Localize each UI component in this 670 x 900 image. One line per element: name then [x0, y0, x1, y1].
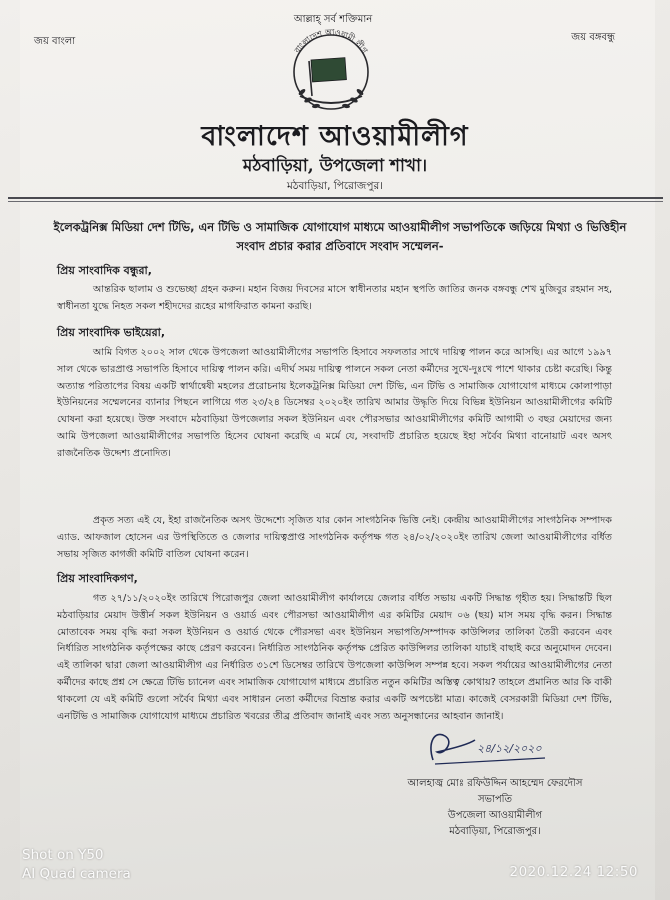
camera-watermark-device: Shot on Y50	[22, 847, 104, 863]
salutation-1: প্রিয় সাংবাদিক বন্ধুরা,	[57, 264, 152, 277]
camera-watermark-model: AI Quad camera	[22, 866, 131, 882]
paragraph-greeting: আন্তরিক ছালাম ও শুভেচ্ছা গ্রহন করুন। মহান বিজয় দিবসের মাসে স্বাধীনতার মহান স্থপতি জাতির জনক বঙ্গবন্ধু শেখ মুজিবুর রহমান সহ, স্বাধীনতা যুদ্ধে নিহত সকল শহীদদের রূহের মাগফিরাত কামনা করছি।	[57, 284, 612, 312]
logo-arc-text: বাংলাদেশ আওয়ামী লীগ	[292, 27, 370, 55]
left-slogan: জয় বাংলা	[34, 36, 76, 47]
paragraph-truth: প্রকৃত সত্য এই যে, ইহা রাজনৈতিক অসৎ উদ্দেশ্যে সৃজিত যার কোন সাংগঠনিক ভিত্তি নেই। কেন্দ্রীয় আওয়ামীলীগের সাংগঠনিক সম্পাদক এ্যাড. আফজাল হোসেন এর উপস্থিতিতে ও জেলার দায়িত্বপ্রাপ্ত সাংগঠনিক কর্তৃপক্ষ গত ২৪/০২/২০২০ইং তারিখ জেলা আওয়ামীলীগের বর্ধিত সভায় সৃজিত কাগজী কমিটি বাতিল ঘোষনা করেন।	[57, 515, 612, 560]
camera-watermark-timestamp: 2020.12.24 12:50	[509, 864, 638, 880]
top-motto: আল্লাহ্‌ সর্ব শক্তিমান	[293, 14, 373, 25]
salutation-3: প্রিয় সাংবাদিকগণ,	[57, 572, 138, 585]
organization-title: বাংলাদেশ আওয়ামীলীগ	[201, 121, 469, 152]
right-slogan: জয় বঙ্গবন্ধু	[571, 32, 615, 43]
signature-date: ২৪/১২/২০২০	[477, 742, 542, 755]
signatory-designation: সভাপতি	[477, 794, 513, 805]
party-logo-boat-wreath-icon	[276, 26, 386, 122]
salutation-2: প্রিয় সাংবাদিক ভাইয়েরা,	[57, 326, 166, 339]
paragraph-decision: গত ২৭/১১/২০২০ইং তারিখে পিরোজপুর জেলা আওয়ামীলীগ কার্যালয়ে জেলার বর্ধিত সভায় একটি সিদ্ধান্ত গৃহীত হয়। সিদ্ধান্তটি ছিল মঠবাড়িয়ার মেয়াদ উত্তীর্ন সকল ইউনিয়ন ও ওয়ার্ড এবং পৌরসভা আওয়ামীলীগ এর কমিটির মেয়াদ ০৬ (ছয়) মাস সময় বৃদ্ধি করন। সিদ্ধান্ত মোতাবেক সময় বৃদ্ধি করা সকল ইউনিয়ন ও ওয়ার্ড থেকে পৌরসভা এবং ইউনিয়ন সভাপতি/সম্পাদক কাউন্সিলর তালিকা তৈরী করবেন এবং নির্ধারিত সাংগঠনিক কর্তৃপক্ষের কাছে প্রেরণ করবেন। নির্ধারিত সাংগঠনিক কর্তৃপক্ষ প্রেরিত কাউন্সিলর তালিকা যাচাই বাছাই করে অনুমোদন দেবেন। এই তালিকা দ্বারা জেলা আওয়ামীলীগ এর নির্ধারিত ৩১শে ডিসেম্বর তারিখে উপজেলা কাউন্সিল সম্পন্ন হবে। সকল পর্যায়ের আওয়ামীলীগের নেতা কর্মীদের কাছে প্রশ্ন সে ক্ষেত্রে টিভি চ্যানেল এবং সামাজিক যোগাযোগ মাধ্যমে প্রচারিত নতুন কমিটির অস্তিত্ব কোথায়? তাহলে প্রমানিত আর কি বাকী থাকলো যে এই কমিটি গুলো সর্বৈব মিথ্যা এবং সাধারন নেতা কর্মীদের বিভ্রান্ত করার একটি অপচেষ্টা মাত্র। কাজেই বেসরকারী মিডিয়া দেশ টিভি, এনটিভি ও সামাজিক যোগাযোগ মাধ্যমে প্রচারিত খবরের তীব্র প্রতিবাদ জানাই এবং সত্য অনুসন্ধানের আহবান জানাই।	[57, 593, 612, 722]
branch-title: মঠবাড়িয়া, উপজেলা শাখা।	[242, 156, 428, 176]
header-rule-thin	[8, 201, 663, 202]
header-rule	[8, 197, 663, 199]
press-conference-headline: ইলেকট্রনিক্স মিডিয়া দেশ টিভি, এন টিভি ও সামাজিক যোগাযোগ মাধ্যমে আওয়ামীলীগ সভাপতিকে জড়িয়ে মিথ্যা ও ভিত্তিহীন সংবাদ প্রচার করার প্রতিবাদে সংবাদ সম্মেলন-	[53, 220, 627, 253]
svg-text:বাংলাদেশ আওয়ামী লীগ	[292, 28, 369, 56]
signatory-place: মঠবাড়িয়া, পিরোজপুর।	[449, 826, 541, 837]
handwritten-signature	[425, 722, 555, 772]
signatory-organization: উপজেলা আওয়ামীলীগ	[447, 810, 543, 821]
paragraph-background: আমি বিগত ২০০২ সাল থেকে উপজেলা আওয়ামীলীগের সভাপতি হিসাবে সফলতার সাথে দায়িত্ব পালন করে আসছি। এর আগে ১৯৯৭ সাল থেকে ভারপ্রাপ্ত সভাপতি হিসাবে দায়িত্ব পালন করি। এদীর্ঘ সময় দায়িত্ব পালনে সকল নেতা কর্মীদের সুখে-দুঃখে পাশে থাকার চেষ্টা করেছি। কিন্তু অত্যান্ত পরিতাপের বিষয় একটি স্বার্থান্বেষী মহলের প্ররোচনায় ইলেকট্রনিক্স মিডিয়া দেশ টিভি, এন টিভি ও সামাজিক যোগাযোগ মাধ্যমে কোলাপাড়া ইউনিয়নের সম্মেলনের ব্যানার পিছনে লাগিয়ে গত ২৩/২৪ ডিসেম্বর ২০২০ইং তারিখ আমার উদ্ধৃতি দিয়ে বিভিন্ন ইউনিয়ন আওয়ামীলীগের কমিটি ঘোষনা করা হয়েছে। উক্ত সংবাদে মঠবাড়িয়া উপজেলার সকল ইউনিয়ন এবং পৌরসভার আওয়ামীলীগের কমিটি আগামী ৩ বছর মেয়াদের জন্য আমি উপজেলা আওয়ামীলীগের সভাপতি হিসেব ঘোষনা করেছি এ মর্মে যে, সংবাদটি প্রচারিত হয়েছে ইহা সর্বৈব মিথ্যা বানোয়াট এবং অসৎ রাজনৈতিক উদ্দেশ্য প্রনোদিত।	[57, 347, 612, 459]
address: মঠবাড়িয়া, পিরোজপুর।	[287, 180, 383, 192]
signatory-name: আলহাজ্ব মোঃ রফিউদ্দিন আহম্মেদ ফেরদৌস	[407, 778, 583, 789]
